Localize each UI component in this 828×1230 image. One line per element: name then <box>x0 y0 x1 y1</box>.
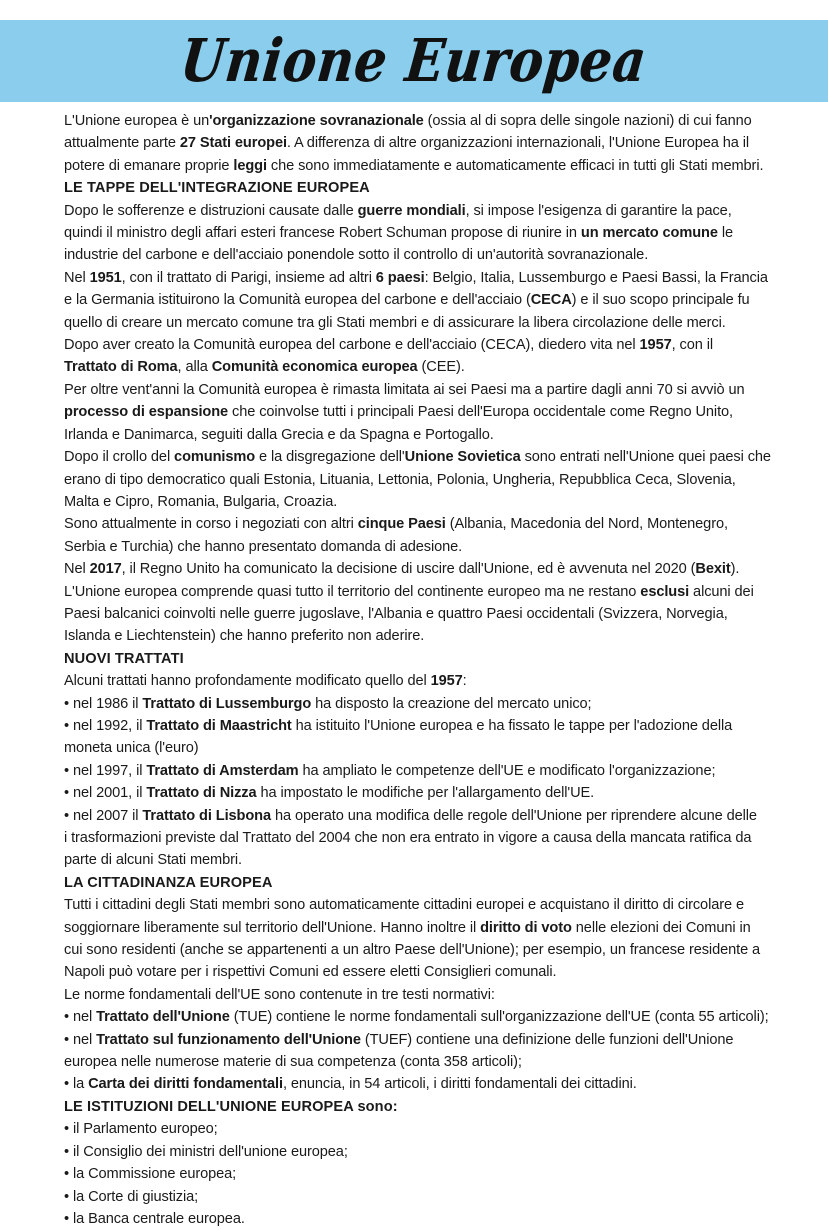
bold-text: guerre mondiali <box>357 202 466 219</box>
bold-text: Comunità economica europea <box>211 359 418 376</box>
bullet-line <box>64 693 778 715</box>
bold-text: Trattato di Nizza <box>146 785 257 802</box>
bold-text: 1951 <box>89 269 122 286</box>
text-line <box>64 312 778 334</box>
bold-text: Trattato di Lisbona <box>142 807 271 824</box>
plain-text: attualmente parte <box>64 135 180 152</box>
text-line <box>64 827 778 849</box>
bold-text: 2017 <box>89 561 122 578</box>
bold-text: CECA <box>530 292 572 309</box>
bullet-line <box>64 805 778 827</box>
text-line <box>64 961 778 983</box>
bold-text: Trattato sul funzionamento dell'Unione <box>96 1031 361 1048</box>
text-line <box>64 334 778 356</box>
plain-text: Dopo il crollo del <box>64 449 175 466</box>
plain-text: • nel <box>64 1009 97 1026</box>
plain-text: , si impose l'esigenza di garantire la pace, <box>465 202 732 219</box>
section-heading <box>64 648 778 670</box>
text-line <box>64 491 778 513</box>
plain-text: : <box>462 673 467 690</box>
section-heading <box>64 872 778 894</box>
title-banner <box>0 20 828 102</box>
bold-text: 27 Stati europei <box>179 135 287 152</box>
plain-text: Nel <box>64 561 90 578</box>
plain-text: Sono attualmente in corso i negoziati con altri <box>64 516 358 533</box>
plain-text: quindi il ministro degli affari esteri francese Robert Schuman propose di riunire in <box>64 225 581 242</box>
plain-text: Alcuni trattati hanno profondamente modificato quello del <box>64 673 431 690</box>
text-line <box>64 849 778 871</box>
bold-text: comunismo <box>174 449 256 466</box>
plain-text: i trasformazioni previste dal Trattato del 2004 che non era entrato in vigore a causa della mancata ratifica da <box>64 830 752 846</box>
plain-text: ha istituito l'Unione europea e ha fissato le tappe per l'adozione della <box>291 717 733 734</box>
text-line <box>64 917 778 939</box>
text-line <box>64 222 778 244</box>
text-line <box>64 469 778 491</box>
bold-text: Trattato di Amsterdam <box>146 762 299 779</box>
plain-text: . A differenza di altre organizzazioni internazionali, l'Unione Europea ha il <box>286 135 750 152</box>
bold-text: Trattato dell'Unione <box>96 1009 230 1026</box>
text-line <box>64 737 778 759</box>
text-line <box>64 603 778 625</box>
plain-text: , alla <box>177 359 212 376</box>
plain-text: moneta unica (l'euro) <box>64 740 199 757</box>
text-line <box>64 625 778 647</box>
bullet-line <box>64 715 778 737</box>
text-line <box>64 244 778 266</box>
plain-text: che coinvolse tutti i principali Paesi dell'Europa occidentale come Regno Unito, <box>228 404 734 421</box>
text-line <box>64 132 778 154</box>
plain-text: , enuncia, in 54 articoli, i diritti fondamentali dei cittadini. <box>282 1076 637 1093</box>
plain-text: ). <box>730 561 740 578</box>
plain-text: erano di tipo democratico quali Estonia, Lituania, Lettonia, Polonia, Ungheria, Repubblica Ceca, Slovenia, <box>64 471 736 488</box>
plain-text: • nel 2001, il <box>64 785 147 802</box>
plain-text: Le norme fondamentali dell'UE sono contenute in tre testi normativi: <box>64 986 495 1003</box>
plain-text: sono: <box>353 1098 398 1115</box>
plain-text: potere di emanare proprie <box>64 157 234 174</box>
text-line <box>64 379 778 401</box>
bold-text: esclusi <box>640 583 690 600</box>
plain-text: soggiornare liberamente sul territorio dell'Unione. Hanno inoltre il <box>64 919 481 936</box>
plain-text: • nel 2007 il <box>64 807 143 824</box>
plain-text: Nel <box>64 269 90 286</box>
plain-text: • nel 1992, il <box>64 717 147 734</box>
bold-text: LE TAPPE DELL'INTEGRAZIONE EUROPEA <box>64 180 370 197</box>
bold-text: 'organizzazione sovranazionale <box>209 113 424 129</box>
plain-text: • nel 1986 il <box>64 695 143 712</box>
plain-text: (ossia al di sopra delle singole nazioni) di cui fanno <box>423 113 752 129</box>
bullet-line <box>64 1029 778 1051</box>
text-line <box>64 984 778 1006</box>
bold-text: processo di espansione <box>64 404 229 421</box>
bold-text: LA CITTADINANZA EUROPEA <box>64 874 273 891</box>
document-body <box>64 110 778 1230</box>
bold-text: NUOVI TRATTATI <box>64 650 184 667</box>
plain-text: europea nelle numerose materie di sua competenza (conta 358 articoli); <box>64 1054 522 1071</box>
bullet-line <box>64 1118 778 1140</box>
plain-text: industrie del carbone e dell'acciaio ponendole sotto il controllo di un'autorità sovranazionale. <box>64 247 649 264</box>
plain-text: Islanda e Liechtenstein) che hanno preferito non aderire. <box>64 628 425 645</box>
text-line <box>64 289 778 311</box>
plain-text: Dopo le sofferenze e distruzioni causate dalle <box>64 202 358 219</box>
plain-text: nelle elezioni dei Comuni in <box>571 919 751 936</box>
plain-text: (TUE) contiene le norme fondamentali sull'organizzazione dell'UE (conta 55 articoli); <box>229 1009 769 1026</box>
plain-text: Paesi balcanici coinvolti nelle guerre jugoslave, l'Albania e quattro Paesi occidentali (Svizzera, Norvegia, <box>64 605 728 622</box>
plain-text: L'Unione europea è un <box>64 113 210 129</box>
bold-text: leggi <box>233 157 267 174</box>
plain-text: (CEE). <box>417 359 465 376</box>
bold-text: diritto di voto <box>480 919 572 936</box>
bullet-line <box>64 782 778 804</box>
bullet-line <box>64 1163 778 1185</box>
bold-text: LE ISTITUZIONI DELL'UNIONE EUROPEA <box>64 1098 354 1115</box>
text-line <box>64 356 778 378</box>
bold-text: 6 paesi <box>375 269 425 286</box>
plain-text: ha ampliato le competenze dell'UE e modificato l'organizzazione; <box>298 762 716 779</box>
text-line <box>64 424 778 446</box>
plain-text: cui sono residenti (anche se appartenenti a un altro Paese dell'Unione); per esempio, un francese residente a <box>64 942 761 959</box>
plain-text: • la <box>64 1076 89 1093</box>
text-line <box>64 939 778 961</box>
plain-text: ha disposto la creazione del mercato unico; <box>311 695 592 712</box>
plain-text: • la Commissione europea; <box>64 1166 237 1183</box>
text-line <box>64 401 778 423</box>
bold-text: Trattato di Maastricht <box>146 717 292 734</box>
plain-text: le <box>717 225 733 242</box>
text-line <box>64 267 778 289</box>
plain-text: quello di creare un mercato comune tra gli Stati membri e di assicurare la libera circolazione delle merci. <box>64 314 726 331</box>
bold-text: Bexit <box>695 561 731 578</box>
text-line <box>64 1051 778 1073</box>
text-line <box>64 110 778 132</box>
text-line <box>64 536 778 558</box>
plain-text: • la Corte di giustizia; <box>64 1188 199 1205</box>
bullet-line <box>64 1186 778 1208</box>
plain-text: che sono immediatamente e automaticamente efficaci in tutti gli Stati membri. <box>266 157 764 174</box>
bullet-line <box>64 760 778 782</box>
plain-text: Tutti i cittadini degli Stati membri sono automaticamente cittadini europei e acquistano il diritto di circolare e <box>64 897 744 914</box>
plain-text: e la Germania istituirono la Comunità europea del carbone e dell'acciaio ( <box>64 292 531 309</box>
plain-text: • il Parlamento europeo; <box>64 1121 218 1138</box>
section-heading <box>64 1096 778 1118</box>
plain-text: sono entrati nell'Unione quei paesi che <box>520 449 771 466</box>
plain-text: ) e il suo scopo principale fu <box>571 292 750 309</box>
bold-text: Trattato di Roma <box>64 359 178 376</box>
plain-text: parte di alcuni Stati membri. <box>64 852 242 869</box>
plain-text: • il Consiglio dei ministri dell'unione europea; <box>64 1143 348 1160</box>
plain-text: , con il trattato di Parigi, insieme ad altri <box>121 269 376 286</box>
text-line <box>64 513 778 535</box>
bold-text: Unione Sovietica <box>404 449 521 466</box>
page-title: Unione Europea <box>177 25 651 96</box>
text-line <box>64 200 778 222</box>
plain-text: : Belgio, Italia, Lussemburgo e Paesi Bassi, la Francia <box>424 269 768 286</box>
plain-text: (TUEF) contiene una definizione delle funzioni dell'Unione <box>360 1031 734 1048</box>
bold-text: 1957 <box>639 337 672 354</box>
bold-text: 1957 <box>430 673 463 690</box>
plain-text: Malta e Cipro, Romania, Bulgaria, Croazia. <box>64 493 338 510</box>
plain-text: ha impostato le modifiche per l'allargamento dell'UE. <box>256 785 595 802</box>
bullet-line <box>64 1073 778 1095</box>
text-line <box>64 581 778 603</box>
plain-text: • la Banca centrale europea. <box>64 1210 245 1227</box>
plain-text: e la disgregazione dell' <box>255 449 405 466</box>
section-heading <box>64 177 778 199</box>
text-line <box>64 558 778 580</box>
plain-text: L'Unione europea comprende quasi tutto il territorio del continente europeo ma ne restano <box>64 583 641 600</box>
bullet-line <box>64 1141 778 1163</box>
plain-text: Serbia e Turchia) che hanno presentato domanda di adesione. <box>64 538 463 555</box>
text-line <box>64 894 778 916</box>
plain-text: Per oltre vent'anni la Comunità europea è rimasta limitata ai sei Paesi ma a partire dagli anni 70 si avviò un <box>64 381 745 398</box>
bold-text: cinque Paesi <box>357 516 446 533</box>
plain-text: (Albania, Macedonia del Nord, Montenegro, <box>445 516 728 533</box>
plain-text: • nel <box>64 1031 97 1048</box>
plain-text: • nel 1997, il <box>64 762 147 779</box>
bold-text: Carta dei diritti fondamentali <box>88 1076 283 1093</box>
bold-text: un mercato comune <box>580 225 718 242</box>
plain-text: Irlanda e Danimarca, seguiti dalla Grecia e da Spagna e Portogallo. <box>64 426 494 443</box>
bullet-line <box>64 1208 778 1230</box>
plain-text: , il Regno Unito ha comunicato la decisione di uscire dall'Unione, ed è avvenuta nel 2020 ( <box>121 561 696 578</box>
text-line <box>64 155 778 177</box>
plain-text: Dopo aver creato la Comunità europea del carbone e dell'acciaio (CECA), diedero vita nel <box>64 337 640 354</box>
bullet-line <box>64 1006 778 1028</box>
text-line <box>64 446 778 468</box>
plain-text: , con il <box>671 337 713 354</box>
plain-text: ha operato una modifica delle regole dell'Unione per riprendere alcune delle <box>271 807 757 824</box>
plain-text: Napoli può votare per i rispettivi Comuni ed essere eletti Consiglieri comunali. <box>64 964 557 981</box>
plain-text: alcuni dei <box>689 583 754 600</box>
text-line <box>64 670 778 692</box>
bold-text: Trattato di Lussemburgo <box>142 695 312 712</box>
